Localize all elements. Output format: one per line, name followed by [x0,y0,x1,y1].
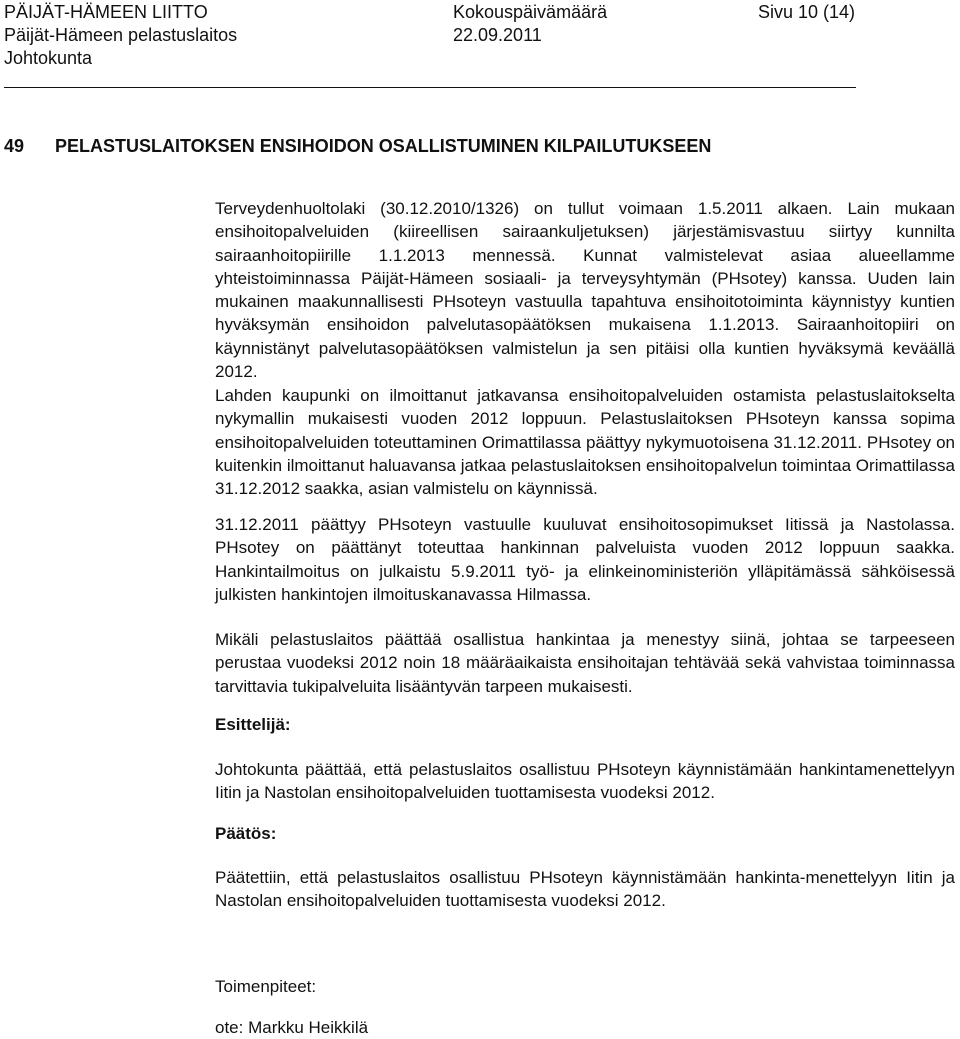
actions-label: Toimenpiteet: [215,977,317,996]
paragraph-legislation: Terveydenhuoltolaki (30.12.2010/1326) on tullut voimaan 1.5.2011 alkaen. Lain mukaan ensihoitopalveluiden (kiireellisen sairaankuljetuksen) järjestämisvastuu siirtyy kunnilta sairaanhoitopiirille 1.1.2013 mennessä. Kunnat valmistelevat asiaa alueellamme yhteistoiminnassa Päijät-Hämeen sosiaali- ja terveysyhtymän (PHsotey) kanssa. Uuden lain mukainen maakunnallisesti PHsoteyn vastuulla tapahtuva ensihoitotoiminta käynnistyy kuntien hyväksymän ensihoidon palvelutasopäätöksen mukaisena 1.1.2013. Sairaanhoitopiiri on käynnistänyt palvelutasopäätöksen valmistelun ja sen pitäisi olla kuntien hyväksymä keväällä 2012. [215,199,955,382]
excerpt-recipient: ote: Markku Heikkilä [215,1018,369,1037]
section-title: PELASTUSLAITOKSEN ENSIHOIDON OSALLISTUMINEN KILPAILUTUKSEEN [55,136,712,156]
unit-name: Päijät-Hämeen pelastuslaitos [4,25,238,45]
body-name: Johtokunta [4,48,93,68]
decision-text: Päätettiin, että pelastuslaitos osallistuu PHsoteyn käynnistämään hankinta-menettelyyn Iitin ja Nastolan ensihoitopalveluiden tuottamisesta vuodeksi 2012. [215,868,955,911]
date-label: Kokouspäivämäärä [453,2,608,22]
presenter-heading: Esittelijä: [215,715,291,734]
header-rule [4,87,856,88]
meeting-date: 22.09.2011 [453,25,542,45]
org-name: PÄIJÄT-HÄMEEN LIITTO [4,2,208,22]
proposal-text: Johtokunta päättää, että pelastuslaitos osallistuu PHsoteyn käynnistämään hankintamenettelyyn Iitin ja Nastolan ensihoitopalveluiden tuottamisesta vuodeksi 2012. [215,760,955,803]
decision-heading: Päätös: [215,824,277,843]
paragraph-lahti: Lahden kaupunki on ilmoittanut jatkavansa ensihoitopalveluiden ostamista pelastuslaitokselta nykymallin mukaisesti vuoden 2012 loppuun. Pelastuslaitoksen PHsoteyn kanssa sopima ensihoitopalveluiden toteuttaminen Orimattilassa päättyy nykymuotoisena 31.12.2011. PHsotey on kuitenkin ilmoittanut haluavansa jatkaa pelastuslaitoksen ensihoitopalvelun toimintaa Orimattilassa 31.12.2012 saakka, asian valmistelu on käynnissä. [215,386,955,499]
page-number: Sivu 10 (14) [758,2,856,22]
section-number: 49 [4,136,25,156]
paragraph-contracts: 31.12.2011 päättyy PHsoteyn vastuulle kuuluvat ensihoitosopimukset Iitissä ja Nastolassa. PHsotey on päättänyt toteuttaa hankinnan palveluista vuoden 2012 loppuun saakka. Hankintailmoitus on julkaistu 5.9.2011 työ- ja elinkeinoministeriön ylläpitämässä sähköisessä julkisten hankintojen ilmoituskanavassa Hilmassa. [215,515,955,604]
paragraph-consequences: Mikäli pelastuslaitos päättää osallistua hankintaa ja menestyy siinä, johtaa se tarpeeseen perustaa vuodeksi 2012 noin 18 määräaikaista ensihoitajan tehtävää sekä vahvistaa toiminnassa tarvittavia tukipalveluita lisääntyvän tarpeen mukaisesti. [215,630,955,696]
